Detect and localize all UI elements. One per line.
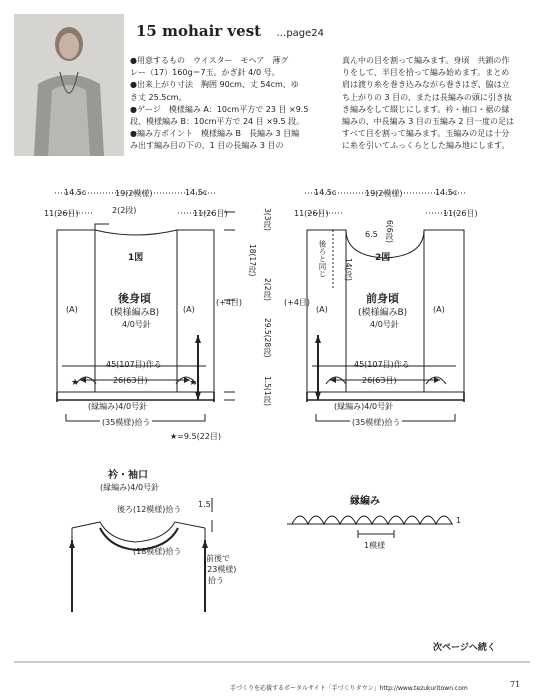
front-pattern: (模様編みB) xyxy=(358,308,408,318)
svg-text:★: ★ xyxy=(71,378,80,388)
dim-upper: 2(2段) xyxy=(263,278,272,301)
back-neck-depth: 2(2段) xyxy=(112,206,137,215)
sleeve-pick-line1: 前後で xyxy=(206,554,230,563)
dim-plus-back: (+4目) xyxy=(216,298,243,307)
collar-depth: 1.5 xyxy=(198,500,211,509)
front-border: (縁編み)4/0号針 xyxy=(334,402,394,411)
back-border: (縁編み)4/0号針 xyxy=(88,402,148,411)
instructions-line: ち上がりの 3 目の、または長編みの頭に引き抜 xyxy=(342,92,512,102)
footer-site: 手づくりを応援するポータルサイト「手づくりタウン」http://www.tezukuritown.com xyxy=(230,685,468,692)
front-shoulder-left: 11(26目) xyxy=(294,209,329,218)
instructions-line: 真ん中の目を割って編みます。身頃 共鎖の作 xyxy=(342,56,510,65)
dim-body: 29.5(28段) xyxy=(263,318,272,358)
back-shoulder-right: 11(26目) xyxy=(193,209,228,218)
back-top-mid-dim: 19(2模様) xyxy=(115,189,153,198)
collar-outline xyxy=(72,522,205,542)
back-figure-label: 1図 xyxy=(128,253,144,263)
materials-line: 段、模様編み B：10cm平方で 24 目 ×9.5 段。 xyxy=(130,117,305,127)
instructions-line: 編みの、中長編み 3 目の玉編み 2 目一度の足は xyxy=(342,117,515,127)
back-pattern: (模様編みB) xyxy=(110,308,160,318)
sleeve-pick-line3: 拾う xyxy=(208,576,224,585)
back-side-a-left: (A) xyxy=(66,305,78,314)
instructions-line: に糸を引いてふっくらとした編み地にします。 xyxy=(342,141,510,151)
materials-line: ●編み方ポイント 模様編み B 長編み 3 目編 xyxy=(130,129,300,139)
instructions-line: き編みをして綴じにします。衿・袖口・裾の縁 xyxy=(342,104,510,114)
front-top-right-dim: 14.5c xyxy=(435,188,458,197)
continue-note: 次ページへ続く xyxy=(433,643,496,653)
edging-title: 縁編み xyxy=(350,496,380,507)
page-reference: …page24 xyxy=(276,28,325,39)
front-pickup: (35模様)拾う xyxy=(352,418,401,427)
materials-line: き丈 25.5cm。 xyxy=(130,92,187,102)
materials-line: ●用意するもの ウイスター モヘア 薄グ xyxy=(130,56,289,65)
collar-front-pick: (18模様)拾う xyxy=(133,547,182,556)
front-hem-width: 26(63目) xyxy=(362,376,397,385)
back-top-right-dim: 14.5c xyxy=(185,188,208,197)
dim-hem: 1.5(1段) xyxy=(263,376,272,407)
pattern-name: mohair vest xyxy=(162,22,262,40)
front-figure-label: 2図 xyxy=(375,253,391,263)
back-cast-on: 45(107目)作る xyxy=(106,360,162,369)
front-top-mid-dim: 19(2模様) xyxy=(365,189,403,198)
back-piece-name: 後身頃 xyxy=(118,292,151,305)
collar-back-pick: 後ろ(12模様)拾う xyxy=(117,505,182,514)
page-number: 71 xyxy=(510,680,521,689)
materials-line: レー（17）160g＝7玉。かぎ針 4/0 号。 xyxy=(130,68,280,78)
front-piece-name: 前身頃 xyxy=(366,292,399,305)
edging-unit: 1模様 xyxy=(364,541,386,550)
back-top-left-dim: 14.5c xyxy=(64,188,87,197)
svg-text:★: ★ xyxy=(189,378,198,388)
back-shoulder-left: 11(26目) xyxy=(44,209,79,218)
front-needle: 4/0号針 xyxy=(370,320,399,329)
edging-row: 1 xyxy=(456,516,462,525)
back-hem-width: 26(63目) xyxy=(113,376,148,385)
dim-armhole: 18(17段) xyxy=(248,244,257,277)
front-side-a-right: (A) xyxy=(433,305,445,314)
front-neck-dim: 14(段) xyxy=(344,258,353,281)
front-shoulder-right: 11(26目) xyxy=(443,209,478,218)
pattern-number: 15 xyxy=(136,22,157,40)
materials-line: ●出来上がり寸法 胸囲 90cm、丈 54cm、ゆ xyxy=(130,80,299,90)
back-side-a-right: (A) xyxy=(183,305,195,314)
collar-subtitle: (縁編み)4/0号針 xyxy=(100,483,160,492)
instructions-line: 肩は渡り糸を巻き込みながら巻きはぎ、脇は立 xyxy=(342,80,510,90)
front-neck-width: 6.5 xyxy=(365,230,378,239)
back-needle: 4/0号針 xyxy=(122,320,151,329)
front-cast-on: 45(107目)作る xyxy=(354,360,410,369)
sleeve-pick-line2: (23模様) xyxy=(204,565,237,574)
materials-line: み出す編み目の下の、1 目の長編み 3 目の xyxy=(130,141,284,151)
front-top-left-dim: 14.5c xyxy=(314,188,337,197)
collar-title: 衿・袖口 xyxy=(108,470,148,481)
front-side-a-left: (A) xyxy=(316,305,328,314)
dim-plus-front: (+4目) xyxy=(284,298,311,307)
front-neck-rows: 6(6段) xyxy=(385,220,394,243)
instructions-line: すべて目を割って編みます。玉編みの足は十分 xyxy=(342,129,510,139)
front-neck-note: 後ろと同じ xyxy=(318,240,327,278)
instructions-line: りをして、半目を拾って編み始めます。まとめ xyxy=(342,68,510,78)
back-pickup: (35模様)拾う xyxy=(102,418,151,427)
dim-shoulder: 3(3段) xyxy=(263,208,272,231)
star-note: ★=9.5(22目) xyxy=(170,432,222,441)
materials-line: ●ゲージ 模様編み A：10cm平方で 23 目 ×9.5 xyxy=(130,104,309,114)
